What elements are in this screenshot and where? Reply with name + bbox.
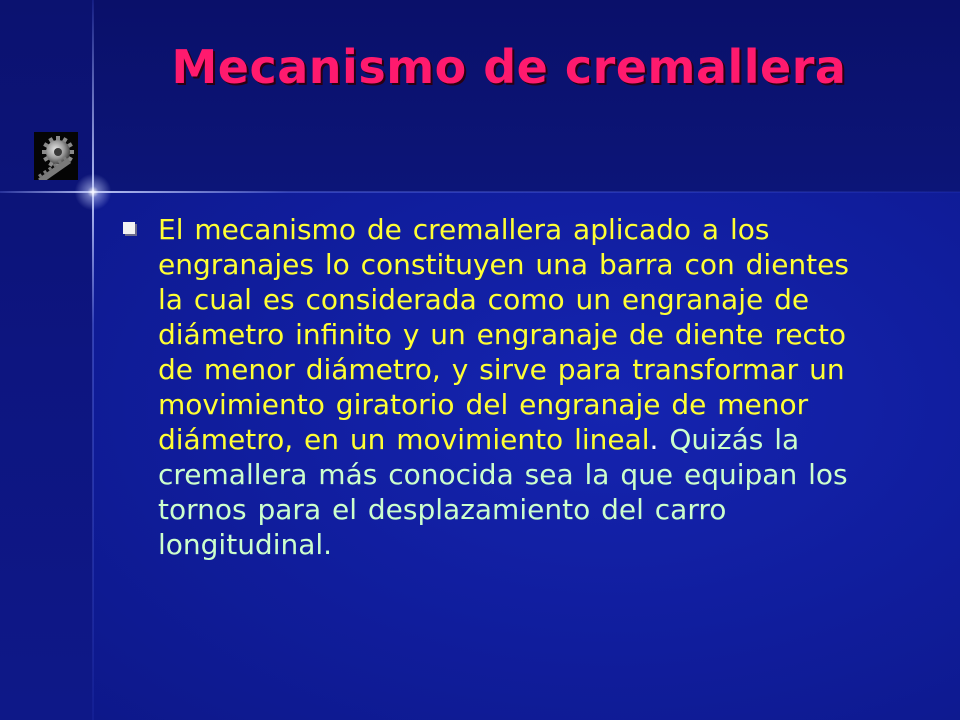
horizontal-divider <box>0 191 960 193</box>
vertical-divider <box>92 0 94 720</box>
light-flare <box>73 172 113 212</box>
bullet-text-secondary: Quizás la cremallera más conocida sea la que equipan los tornos para el desplazamiento del carro longitudinal. <box>158 423 848 561</box>
bullet-list <box>120 212 880 590</box>
top-band <box>0 0 960 192</box>
bullet-text-primary: El mecanismo de cremallera aplicado a los engranajes lo constituyen una barra con dientes la cual es considerada como un engranaje de diámetro infinito y un engranaje de diente recto de menor diámetro, y sirve para transformar un movimiento giratorio del engranaje de menor diámetro, en un movimiento lineal <box>158 213 849 456</box>
gear-rack-icon <box>34 132 78 180</box>
left-band <box>0 0 93 720</box>
bullet-marker <box>123 222 135 234</box>
bullet-paragraph <box>158 212 880 562</box>
slide-title: Mecanismo de cremallera <box>171 40 847 94</box>
bullet-text-period: . <box>649 423 659 456</box>
